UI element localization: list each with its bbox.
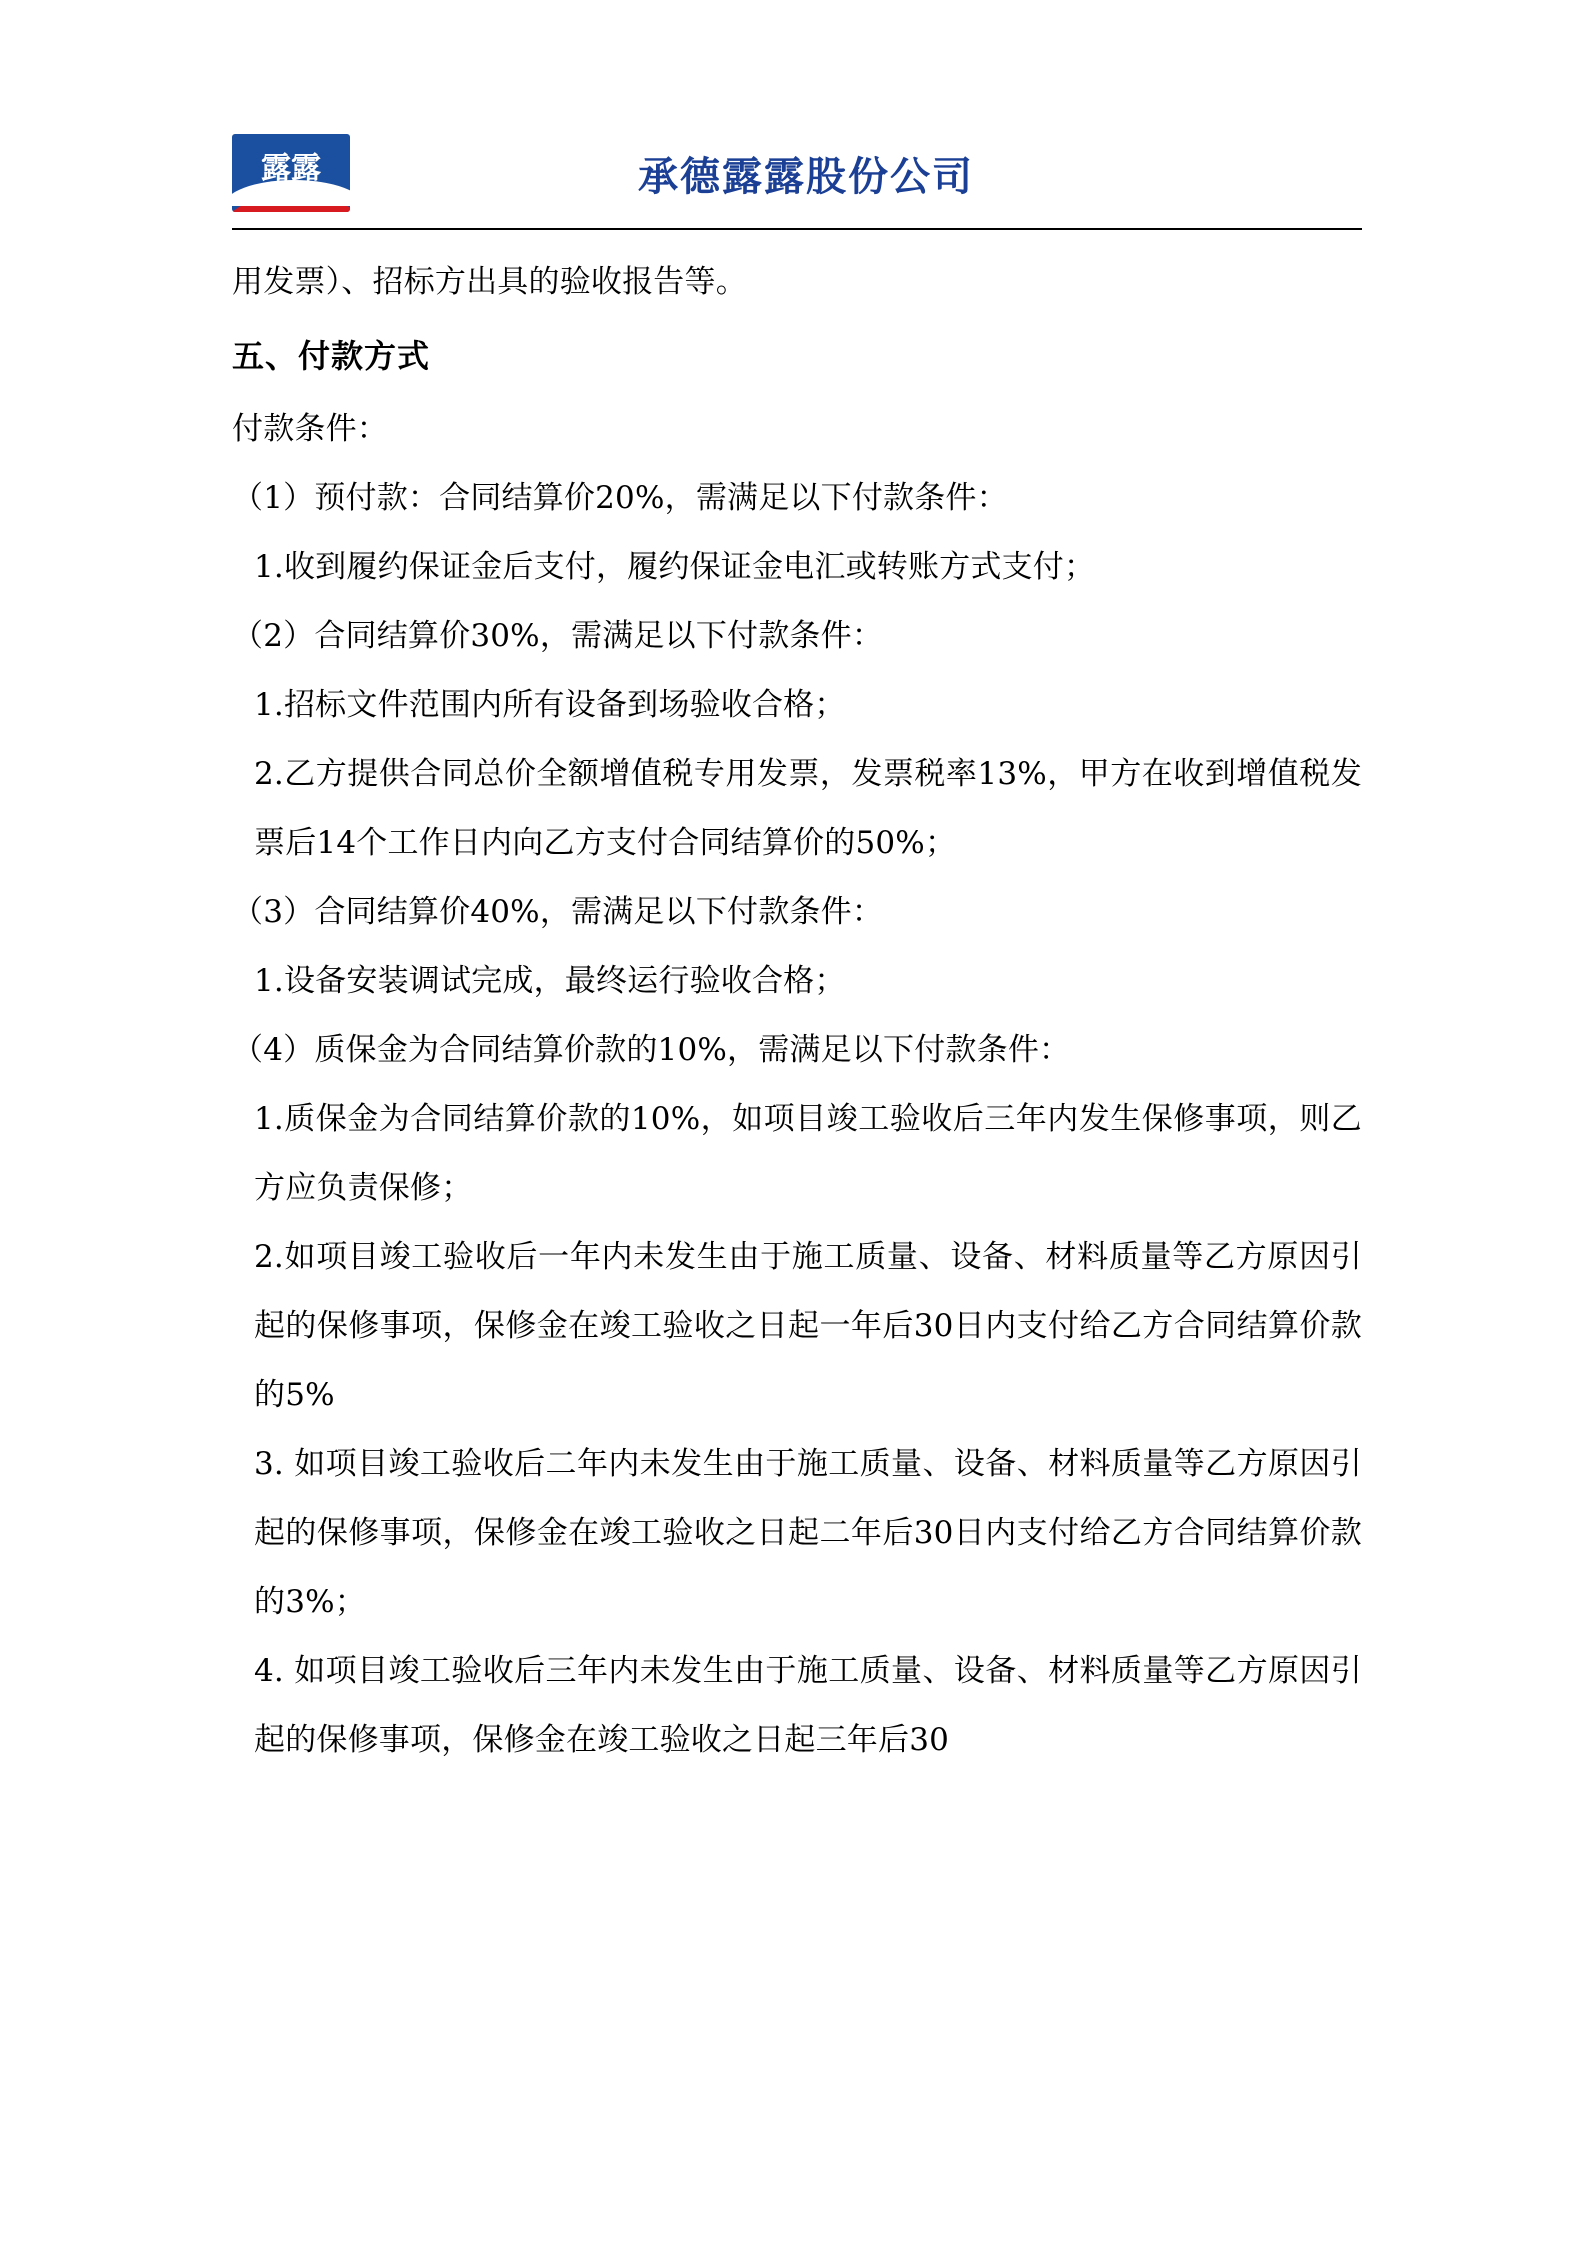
section-heading: 五、付款方式	[232, 337, 431, 375]
paragraph: 1.设备安装调试完成，最终运行验收合格；	[254, 963, 846, 999]
paragraph: 3. 如项目竣工验收后二年内未发生由于施工质量、设备、材料质量等乙方原因引起的保修事项，保修金在竣工验收之日起二年后30日内支付给乙方合同结算价款的3%；	[254, 1446, 1362, 1620]
paragraph: （3）合同结算价40%，需满足以下付款条件：	[232, 894, 884, 930]
paragraph: （4）质保金为合同结算价款的10%，需满足以下付款条件：	[232, 1032, 1071, 1068]
paragraph: （2）合同结算价30%，需满足以下付款条件：	[232, 618, 884, 654]
paragraph: 2.如项目竣工验收后一年内未发生由于施工质量、设备、材料质量等乙方原因引起的保修事项，保修金在竣工验收之日起一年后30日内支付给乙方合同结算价款的5%	[254, 1239, 1362, 1413]
lulu-logo	[232, 134, 350, 212]
header-divider	[232, 228, 1362, 230]
paragraph: 1.招标文件范围内所有设备到场验收合格；	[254, 687, 846, 723]
document-body	[232, 248, 1362, 1775]
logo-text: 露露	[261, 151, 321, 186]
paragraph: 1.收到履约保证金后支付，履约保证金电汇或转账方式支付；	[254, 549, 1096, 585]
paragraph: 2.乙方提供合同总价全额增值税专用发票，发票税率13%，甲方在收到增值税发票后14个工作日内向乙方支付合同结算价的50%；	[254, 756, 1362, 861]
paragraph: 用发票）、招标方出具的验收报告等。	[232, 264, 747, 300]
company-title: 承德露露股份公司	[638, 153, 974, 200]
paragraph: （1）预付款：合同结算价20%，需满足以下付款条件：	[232, 480, 1008, 516]
paragraph: 4. 如项目竣工验收后三年内未发生由于施工质量、设备、材料质量等乙方原因引起的保修事项，保修金在竣工验收之日起三年后30	[254, 1653, 1362, 1758]
paragraph: 付款条件：	[232, 411, 388, 447]
page-header	[232, 118, 1362, 228]
paragraph: 1.质保金为合同结算价款的10%，如项目竣工验收后三年内发生保修事项，则乙方应负责保修；	[254, 1101, 1362, 1206]
